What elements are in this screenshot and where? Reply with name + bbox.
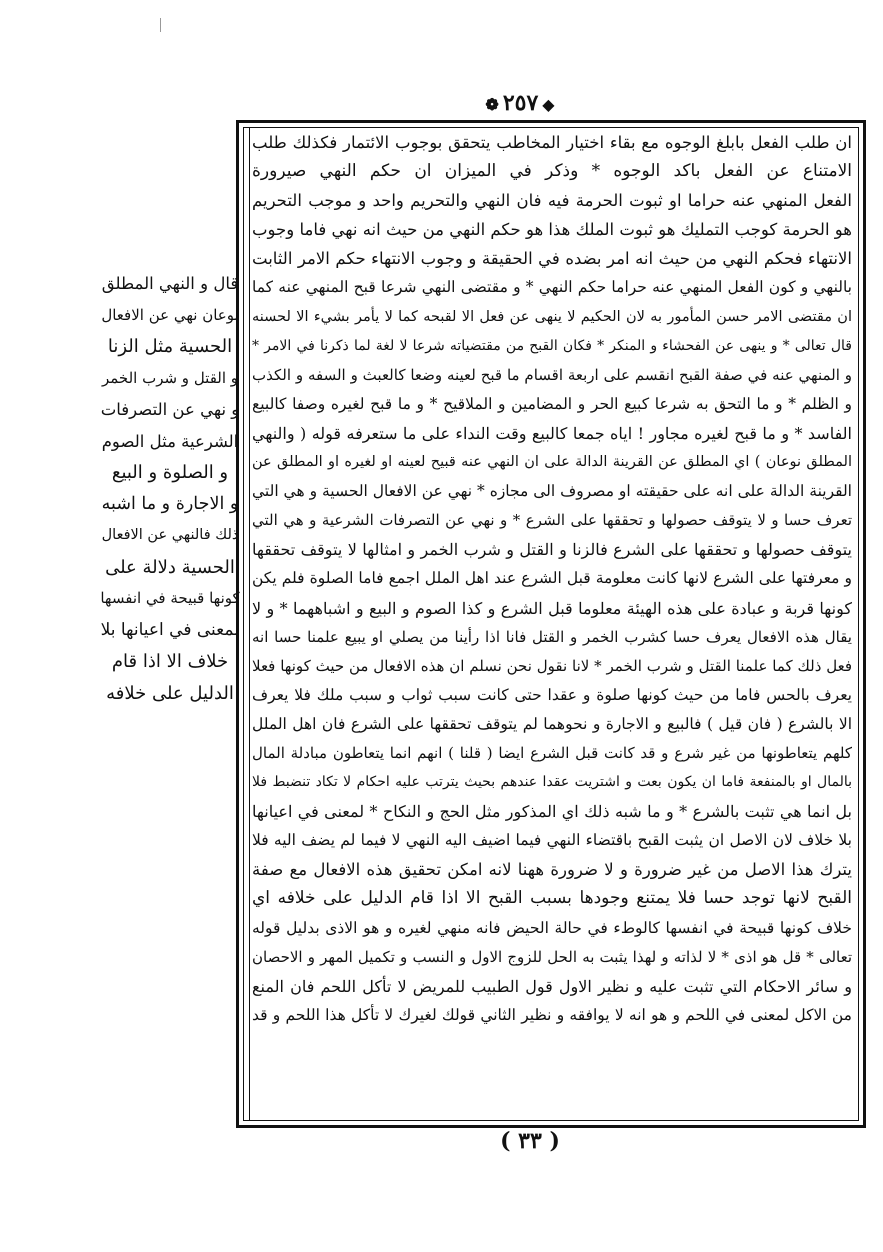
margin-note-line: الدليل على خلافه <box>106 682 234 704</box>
main-text-line: كونها قربة و عبادة على هذه الهيئة معلوما قبل الشرع و كذا الصوم و البيع و اشباههما * و لا <box>252 598 852 618</box>
main-text-line: و معرفتها على الشرع لانها كانت معلومة قبل الشرع عند اهل الملل اجمع فاما الصلوة فلم يكن <box>252 569 852 588</box>
margin-note-line: الحسية مثل الزنا <box>107 336 233 357</box>
text-frame-rule <box>249 127 250 1121</box>
main-text-line: يتوقف حصولها و تحققها على الشرع فالزنا و القتل و شرب الخمر و امثالها لا يتوقف تحققها <box>252 540 852 560</box>
main-text-line: فعل ذلك كما علمنا القتل و شرب الخمر * لانا نقول نحن نسلم ان هذه الافعال من حيث كونها فعلا <box>252 656 852 675</box>
main-text-line: و المنهي عنه في صفة القبح انقسم على اربعة اقسام ما قبح لعينه وضعا كالعبث و السفه و الكذب <box>252 365 852 384</box>
main-text-line: خلاف كونها قبيحة في انفسها كالوطء في حالة الحيض فانه منهي لغيره و هو الاذى بدليل قوله <box>252 918 852 937</box>
margin-note-line: لمعنى في اعيانها بلا <box>100 619 240 640</box>
main-text-line: تعالى * قل هو اذى * لا لذاته و لهذا يثبت به الحل للزوج الاول و النسب و تكميل المهر و الاحصان <box>252 947 852 966</box>
main-text-line: يعرف بالحس فاما من حيث كونها صلوة و عقدا حتى كانت سبب ثواب و سبب ملك فلا يعرف <box>252 685 852 704</box>
main-text-line: من الاكل لمعنى في اللحم و هو انه لا يوافقه و نظير الثاني قولك لغيرك لا تأكل هذا اللحم و قد <box>252 1005 852 1024</box>
main-text-line: المطلق نوعان ) اي المطلق عن القرينة الدالة على ان النهي عنه قبيح لعينه او لغيره او المطلق عن <box>252 454 852 471</box>
margin-note-line: و نهي عن التصرفات <box>100 400 240 419</box>
margin-note-line: و الصلوة و البيع <box>111 462 229 483</box>
main-text-line: قال تعالى * و ينهى عن الفحشاء و المنكر * فكان القبح من مقتضياته شرعا لا لغة لما ذكرنا في الامر * <box>252 337 852 354</box>
page-number-bottom: ( ٣٣ ) <box>500 1128 560 1154</box>
main-text-line: يقال هذه الافعال يعرف حسا كشرب الخمر و القتل فانا اذا رأينا من يصلي او يبيع علمنا حسا انه <box>252 627 852 646</box>
margin-note-line: و القتل و شرب الخمر <box>101 368 239 387</box>
main-text-line: بالنهي و كون الفعل المنهي عنه حراما حكم النهي * و مقتضى النهي شرعا قبح المنهي عنه كما <box>252 278 852 297</box>
main-text-line: القرينة الدالة على انه على حقيقته او مصروف الى مجازه * نهي عن الافعال الحسية و هي التي <box>252 482 852 501</box>
main-text-line: الفاسد * و ما قبح لغيره مجاور ! اياه جمعا كالبيع وقت النداء على ما ستعرفه قوله ( والنهي <box>252 423 852 443</box>
main-text-line: تعرف حسا و لا يتوقف حصولها و تحققها على الشرع * و نهي عن التصرفات الشرعية و هي التي <box>252 511 852 530</box>
page-number-top <box>470 90 570 116</box>
main-text-line: و الظلم * و ما التحق به شرعا كبيع الحر و المضامين و الملاقيح * و ما قبح لغيره وصفا كالبيع <box>252 394 852 413</box>
margin-note-line: قال و النهي المطلق <box>101 274 239 293</box>
main-text-line: الانتهاء فحكم النهي من حيث انه امر بضده في الحقيقة و وجوب الانتهاء حكم الامر الثابت <box>252 249 852 269</box>
main-text-line: هو الحرمة كوجب التمليك هو ثبوت الملك هذا هو حكم النهي من حيث انه نهي فاما وجوب <box>252 220 852 240</box>
main-text-line: الا بالشرع ( فان قيل ) فالبيع و الاجارة و نحوهما لم يتوقف تحققها على الشرع فان اهل الملل <box>252 714 852 733</box>
margin-note-line: و الاجارة و ما اشبه <box>101 493 239 514</box>
margin-note-line: نوعان نهي عن الافعال <box>101 305 239 324</box>
main-text-line: يترك هذا الاصل من غير ضرورة و لا ضرورة ههنا لانه امكن تحقيق هذه الافعال مع صفة <box>252 860 852 880</box>
main-text-line: الفعل المنهي عنه حراما او ثبوت الحرمة فيه فان النهي والتحريم واحد و موجب التحريم <box>252 191 852 211</box>
ornament-icon: ❁ <box>485 95 499 114</box>
margin-note-line: الشرعية مثل الصوم <box>101 431 239 451</box>
main-text-line: كلهم يتعاطونها من غير شرع و قد كانت قبل الشرع ايضا ( قلنا ) انهم انما يتعاطون مبادلة المال <box>252 743 852 762</box>
main-text-line: ان طلب الفعل بابلغ الوجوه مع بقاء اختيار المخاطب يتحقق بوجوب الائتمار فكذلك طلب <box>252 133 852 152</box>
ornament-icon: ◆ <box>542 95 555 114</box>
scan-mark <box>160 18 161 32</box>
main-text-line: الامتناع عن الفعل باكد الوجوه * وذكر في الميزان ان حكم النهي صيرورة <box>252 161 852 182</box>
main-text-line: القبح لانها توجد حسا فلا يمتنع وجودها بسبب القبح الا اذا قام الدليل على خلافه اي <box>252 888 852 909</box>
main-text-block <box>252 128 852 1120</box>
margin-note-line: خلاف الا اذا قام <box>111 651 229 672</box>
main-text-line: ان مقتضى الامر حسن المأمور به لان الحكيم لا ينهى عن فعل الا لقبحه كما لا يأمر بشيء الا لحسنه <box>252 308 852 325</box>
main-text-line: بالمال او بالمنفعة فاما ان يكون بعت و اشتريت عقدا عندهم بحيث يترتب عليه احكام لا تكاد تنضبط فلا <box>252 774 852 791</box>
main-text-line: بلا خلاف لان الاصل ان يثبت القبح باقتضاء النهي فيما اضيف اليه النهي لا فيما لم يضف اليه فلا <box>252 831 852 850</box>
margin-note-line: الحسية دلالة على <box>105 556 235 578</box>
page-number-top-value: ٢٥٧ <box>502 90 539 116</box>
margin-note-line: ذلك فالنهي عن الافعال <box>101 527 239 543</box>
main-text-line: بل انما هي تثبت بالشرع * و ما شبه ذلك اي المذكور مثل الحج و النكاح * لمعنى في اعيانها <box>252 802 852 822</box>
main-text-line: و سائر الاحكام التي تثبت عليه و نظير الاول قول الطبيب للمريض لا تأكل اللحم فان المنع <box>252 976 852 996</box>
margin-note <box>100 268 240 709</box>
margin-note-line: كونها قبيحة في انفسها <box>100 589 240 607</box>
